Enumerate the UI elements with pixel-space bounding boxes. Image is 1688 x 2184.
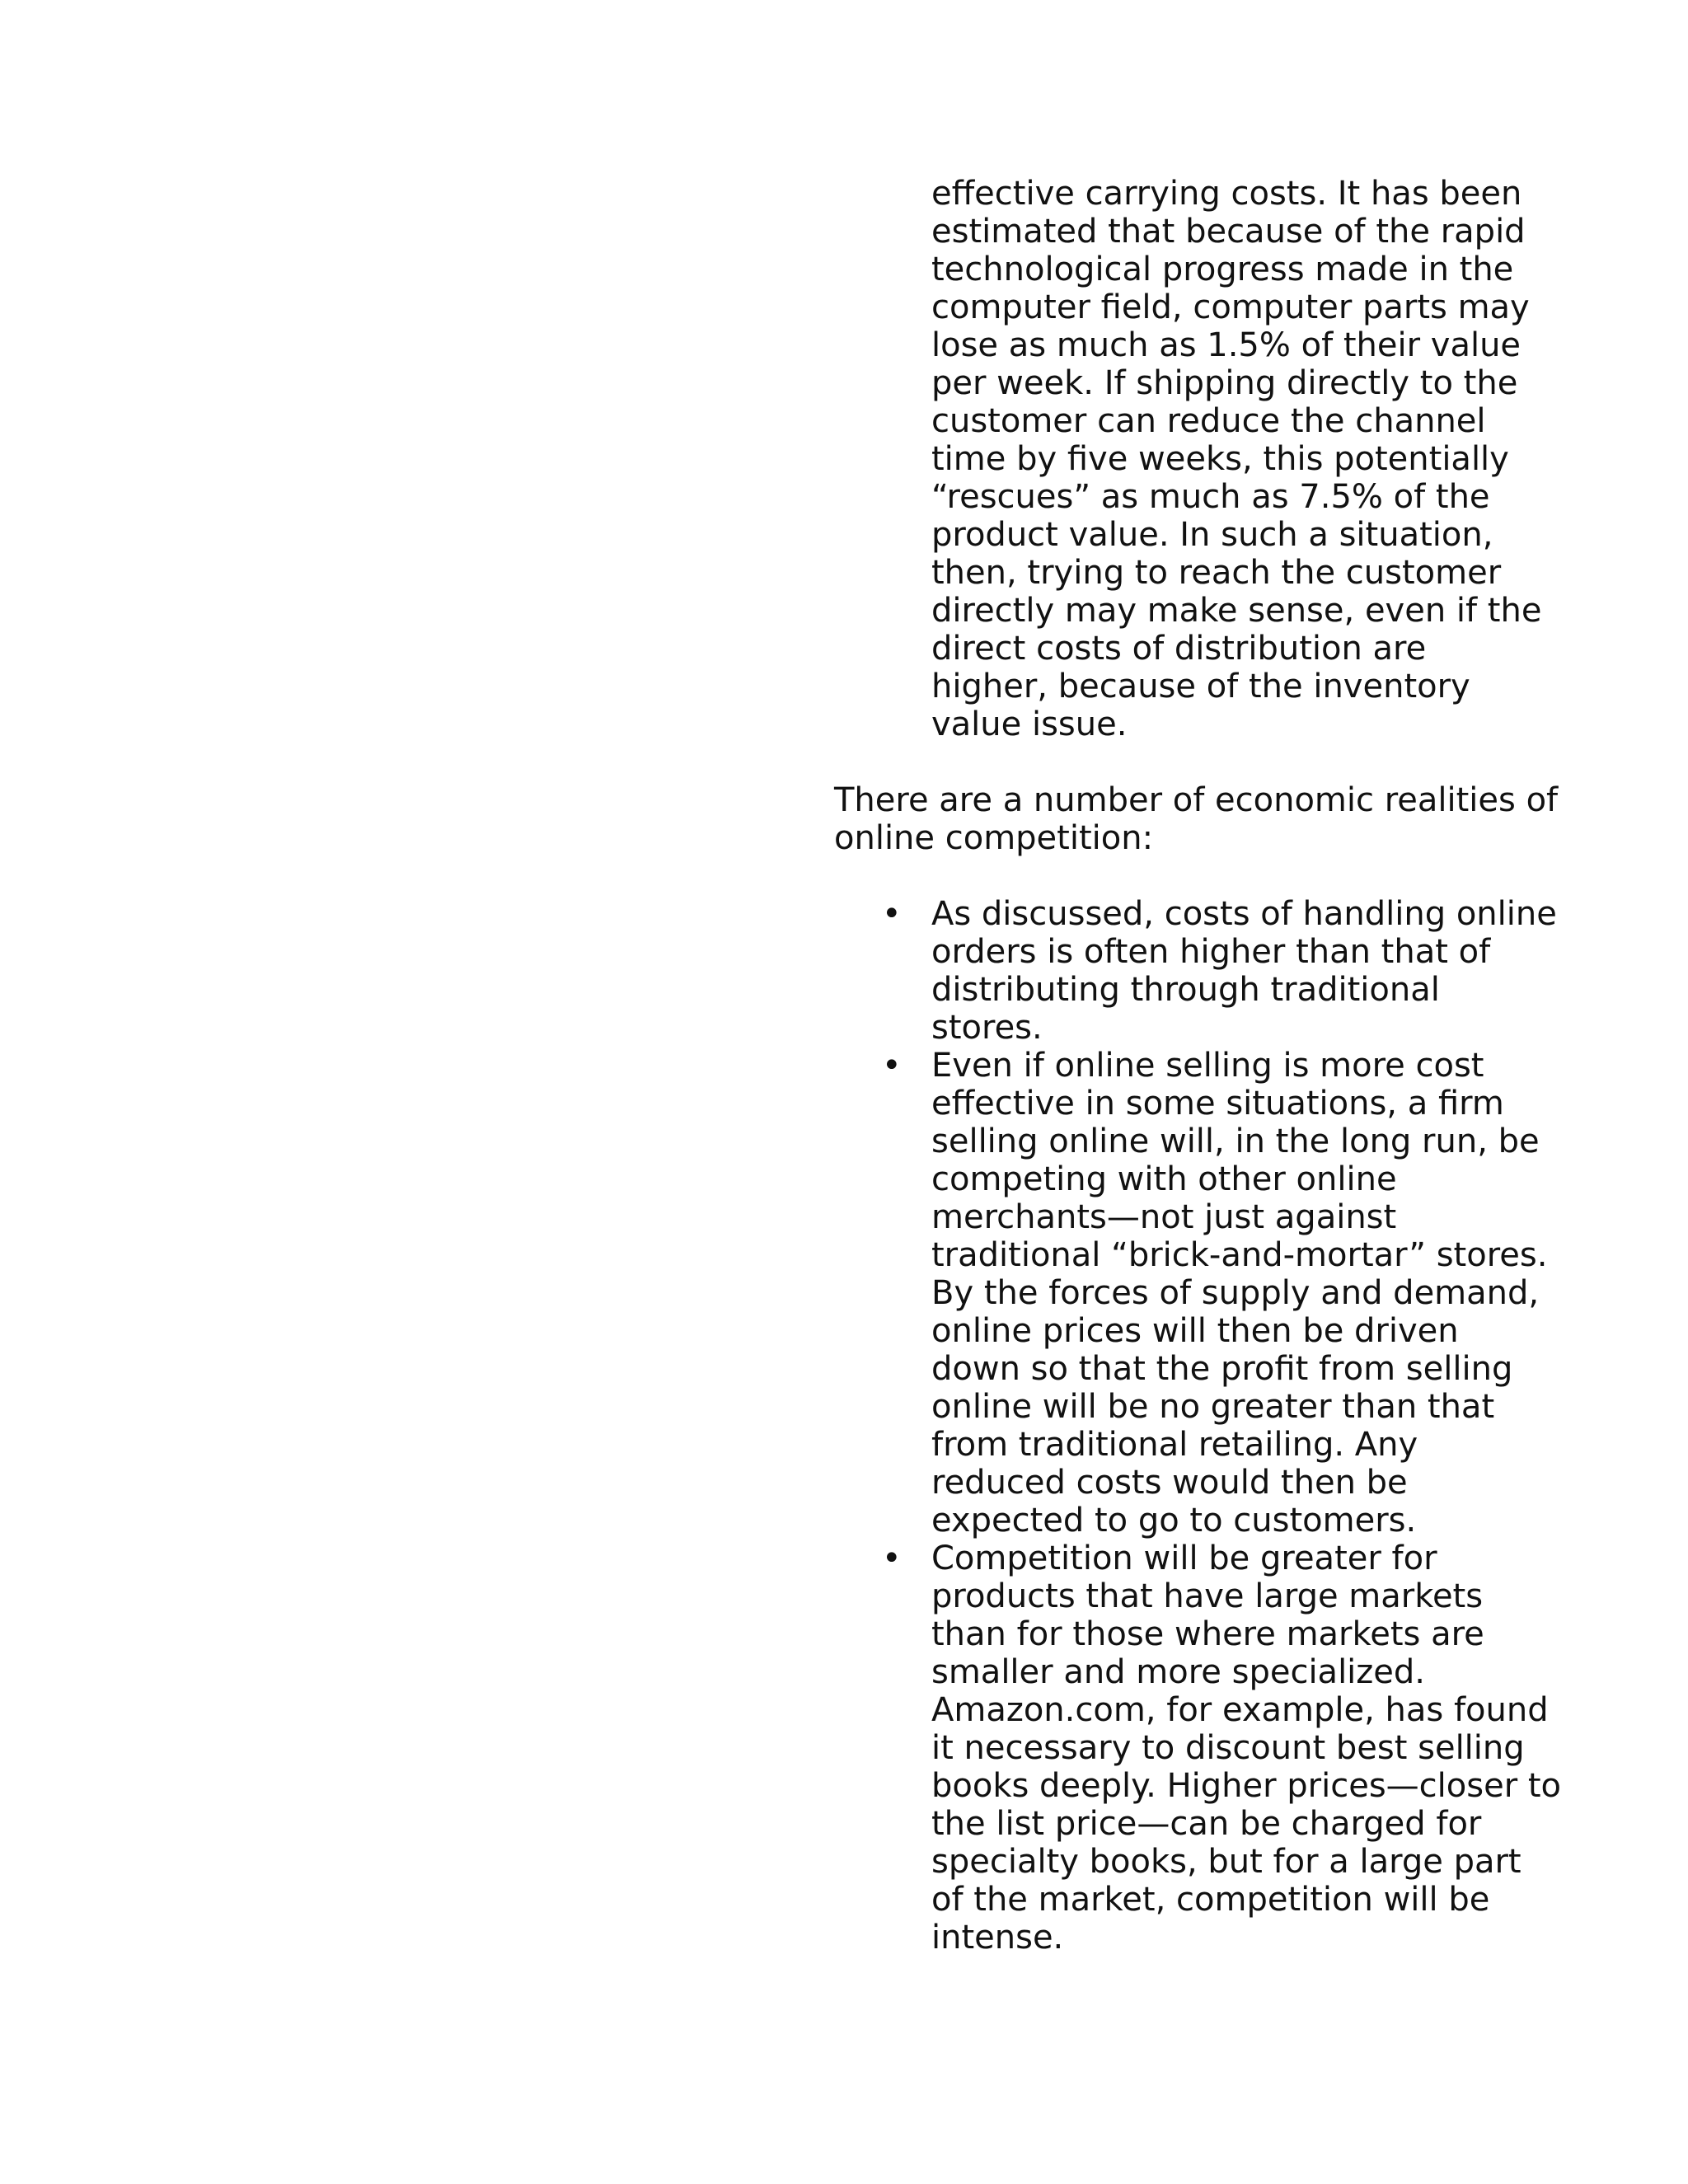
text-line: direct costs of distribution are xyxy=(931,630,1427,668)
text-line: distributing through traditional xyxy=(931,971,1440,1009)
continuation-paragraph xyxy=(931,175,1542,743)
text-line: merchants—not just against xyxy=(931,1198,1397,1236)
text-line: products that have large markets xyxy=(931,1577,1484,1615)
text-line: product value. In such a situation, xyxy=(931,516,1493,554)
economic-realities-list xyxy=(834,895,1576,1957)
text-line: the list price—can be charged for xyxy=(931,1805,1482,1843)
text-line: lose as much as 1.5% of their value xyxy=(931,326,1522,364)
list-item xyxy=(834,1540,1576,1957)
text-line: orders is often higher than that of xyxy=(931,933,1491,971)
text-line: directly may make sense, even if the xyxy=(931,592,1542,630)
bullet-icon: • xyxy=(882,895,902,933)
text-line: online competition: xyxy=(834,819,1154,857)
text-line: traditional “brick-and-mortar” stores. xyxy=(931,1236,1548,1274)
text-line: technological progress made in the xyxy=(931,251,1514,288)
text-line: reduced costs would then be xyxy=(931,1464,1408,1502)
intro-paragraph xyxy=(834,781,1559,857)
bullet-icon: • xyxy=(882,1047,902,1085)
text-line: from traditional retailing. Any xyxy=(931,1426,1418,1464)
text-line: customer can reduce the channel xyxy=(931,402,1486,440)
text-line: specialty books, but for a large part xyxy=(931,1843,1522,1881)
bullet-icon: • xyxy=(882,1540,902,1577)
text-line: effective carrying costs. It has been xyxy=(931,175,1522,213)
text-line: smaller and more specialized. xyxy=(931,1653,1426,1691)
text-line: than for those where markets are xyxy=(931,1615,1484,1653)
text-line: expected to go to customers. xyxy=(931,1502,1417,1540)
list-item xyxy=(834,1047,1576,1540)
text-line: Competition will be greater for xyxy=(931,1540,1437,1577)
text-line: competing with other online xyxy=(931,1160,1397,1198)
text-line: of the market, competition will be xyxy=(931,1881,1490,1919)
text-line: Amazon.com, for example, has found xyxy=(931,1691,1549,1729)
text-line: selling online will, in the long run, be xyxy=(931,1122,1540,1160)
text-line: By the forces of supply and demand, xyxy=(931,1274,1540,1312)
text-line: stores. xyxy=(931,1009,1043,1047)
text-line: time by five weeks, this potentially xyxy=(931,440,1509,478)
text-line: computer field, computer parts may xyxy=(931,288,1530,326)
text-line: per week. If shipping directly to the xyxy=(931,364,1518,402)
text-line: There are a number of economic realities of xyxy=(834,781,1559,819)
text-line: online will be no greater than that xyxy=(931,1388,1495,1426)
text-line: Even if online selling is more cost xyxy=(931,1047,1484,1085)
text-line: it necessary to discount best selling xyxy=(931,1729,1525,1767)
text-line: online prices will then be driven xyxy=(931,1312,1459,1350)
text-line: As discussed, costs of handling online xyxy=(931,895,1557,933)
text-line: down so that the profit from selling xyxy=(931,1350,1513,1388)
text-line: then, trying to reach the customer xyxy=(931,554,1502,592)
text-line: estimated that because of the rapid xyxy=(931,213,1526,251)
text-line: value issue. xyxy=(931,705,1128,743)
text-line: effective in some situations, a firm xyxy=(931,1085,1504,1122)
text-line: higher, because of the inventory xyxy=(931,668,1470,705)
text-line: “rescues” as much as 7.5% of the xyxy=(931,478,1490,516)
text-line: books deeply. Higher prices—closer to xyxy=(931,1767,1562,1805)
list-item xyxy=(834,895,1576,1047)
text-line: intense. xyxy=(931,1919,1064,1957)
